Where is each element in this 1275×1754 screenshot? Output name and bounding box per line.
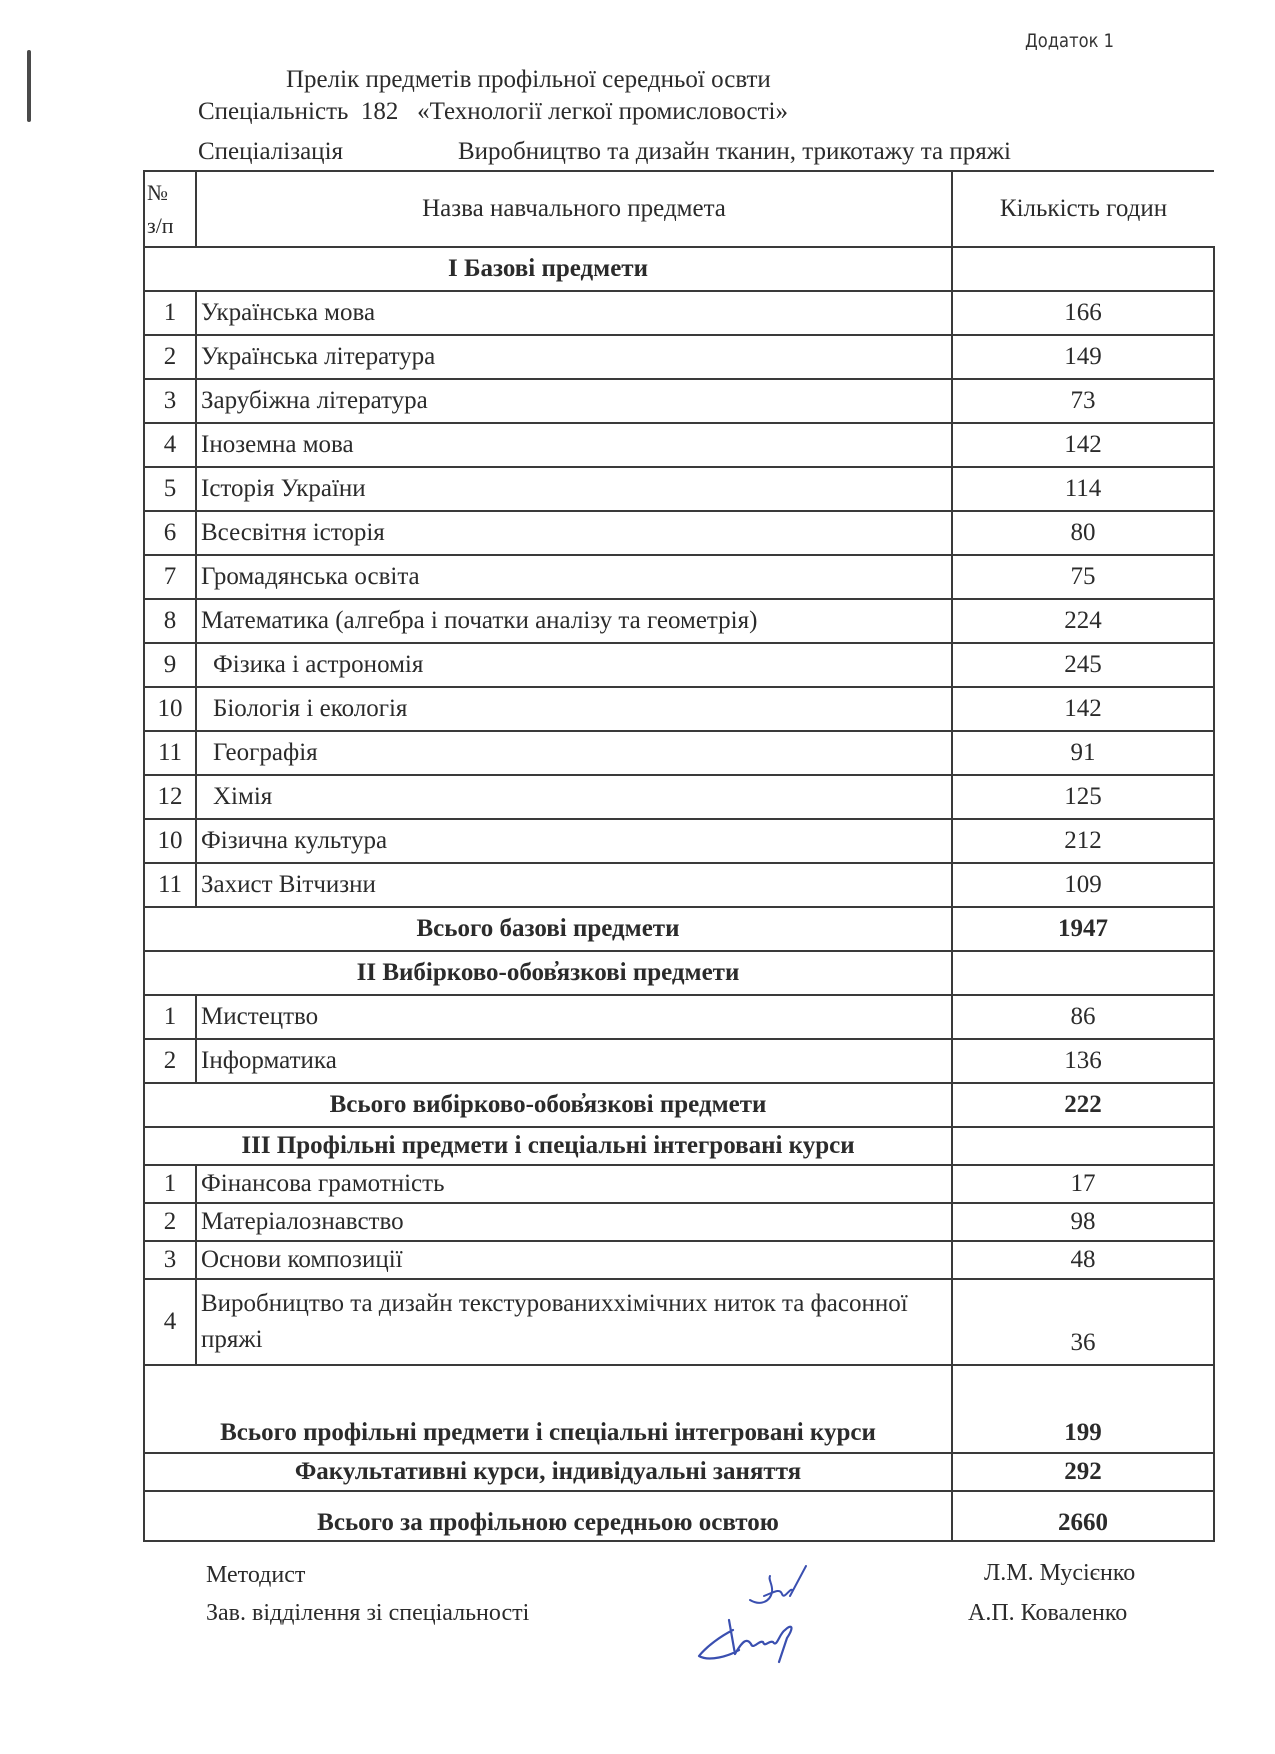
grand-total-label: Всього за профільною середньою освтою [144,1491,952,1541]
row-number: 9 [144,643,196,687]
table-row [144,467,1214,511]
signatory-role-head: Зав. відділення зі спеціальності [206,1600,530,1626]
subject-hours: 224 [952,599,1214,643]
row-number: 8 [144,599,196,643]
row-number: 2 [144,335,196,379]
subject-name: Фінансова грамотність [196,1165,952,1203]
subject-name: Всесвітня історія [196,511,952,555]
row-number: 1 [144,1165,196,1203]
table-row [144,335,1214,379]
subtotal-label: Всього вибірково-обов̓язкові предмети [144,1083,952,1127]
subject-hours: 36 [952,1279,1214,1365]
electives-row [144,1453,1214,1491]
subject-hours: 86 [952,995,1214,1039]
table-row [144,1279,1214,1365]
row-number: 2 [144,1203,196,1241]
subtotal-row-elective-mandatory [144,1083,1214,1127]
subject-name: Біологія і екологія [196,687,952,731]
row-number: 6 [144,511,196,555]
handwritten-signature-icon [740,1562,810,1612]
subject-name: Захист Вітчизни [196,863,952,907]
specialization-line [198,138,1011,166]
column-header-hours: Кількість годин [952,171,1214,247]
table-row [144,511,1214,555]
subject-name: Українська мова [196,291,952,335]
subject-hours: 80 [952,511,1214,555]
subtotal-hours: 199 [952,1365,1214,1453]
subject-name: Інформатика [196,1039,952,1083]
subject-hours: 75 [952,555,1214,599]
table-row [144,819,1214,863]
subject-hours: 98 [952,1203,1214,1241]
scan-margin-mark [27,50,31,122]
section-header-basic [144,247,1214,291]
subject-hours: 73 [952,379,1214,423]
subject-name: Українська література [196,335,952,379]
table-row [144,423,1214,467]
subtotal-label: Всього профільні предмети і спеціальні інтегровані курси [144,1365,952,1453]
electives-hours: 292 [952,1453,1214,1491]
specialization-label: Спеціалізація [198,138,344,165]
subject-hours: 109 [952,863,1214,907]
table-row [144,379,1214,423]
table-row [144,775,1214,819]
row-number: 5 [144,467,196,511]
row-number: 4 [144,423,196,467]
subtotal-row-basic [144,907,1214,951]
subject-hours: 114 [952,467,1214,511]
row-number: 4 [144,1279,196,1365]
subtotal-hours: 1947 [952,907,1214,951]
subject-hours: 142 [952,423,1214,467]
section-hours-empty [952,951,1214,995]
specialization-value: Виробництво та дизайн тканин, трикотажу та пряжі [458,138,1011,165]
subject-name: Фізика і астрономія [196,643,952,687]
row-number: 3 [144,379,196,423]
table-row [144,863,1214,907]
curriculum-table [143,170,1215,1542]
specialty-label: Спеціальність [198,98,349,125]
subject-hours: 212 [952,819,1214,863]
row-number: 11 [144,731,196,775]
section-title: ІІ Вибірково-обов̓язкові предмети [144,951,952,995]
table-row [144,599,1214,643]
subject-name: Фізична культура [196,819,952,863]
subtotal-label: Всього базові предмети [144,907,952,951]
row-number: 12 [144,775,196,819]
subject-hours: 48 [952,1241,1214,1279]
row-number: 1 [144,995,196,1039]
section-hours-empty [952,1127,1214,1165]
column-header-number: № з/п [144,171,196,247]
table-row [144,1039,1214,1083]
subject-name: Мистецтво [196,995,952,1039]
specialty-name: «Технології легкої промисловості» [417,98,788,125]
subtotal-row-profile [144,1365,1214,1453]
table-row [144,731,1214,775]
table-row [144,995,1214,1039]
handwritten-signature-icon [695,1610,805,1670]
grand-total-hours: 2660 [952,1491,1214,1541]
subject-hours: 166 [952,291,1214,335]
specialty-code: 182 [360,98,399,125]
subject-name: Іноземна мова [196,423,952,467]
signatory-name-methodist: Л.М. Мусієнко [984,1560,1136,1586]
subject-name: Основи композиції [196,1241,952,1279]
row-number: 1 [144,291,196,335]
subject-hours: 245 [952,643,1214,687]
subject-name: Географія [196,731,952,775]
row-number: 2 [144,1039,196,1083]
table-row [144,1203,1214,1241]
subject-name: Історія України [196,467,952,511]
electives-label: Факультативні курси, індивідуальні заняття [144,1453,952,1491]
subject-name: Матеріалознавство [196,1203,952,1241]
subject-name: Виробництво та дизайн текстурованиххімічних ниток та фасонної пряжі [196,1279,952,1365]
subject-hours: 142 [952,687,1214,731]
signatory-name-head: А.П. Коваленко [968,1600,1128,1626]
subject-name: Хімія [196,775,952,819]
row-number: 10 [144,819,196,863]
table-row [144,643,1214,687]
appendix-label: Додаток 1 [1025,30,1115,52]
row-number: 10 [144,687,196,731]
subject-hours: 136 [952,1039,1214,1083]
row-number: 3 [144,1241,196,1279]
subject-hours: 91 [952,731,1214,775]
subtotal-hours: 222 [952,1083,1214,1127]
subject-hours: 17 [952,1165,1214,1203]
row-number: 11 [144,863,196,907]
row-number: 7 [144,555,196,599]
column-header-subject: Назва навчального предмета [196,171,952,247]
signatory-role-methodist: Методист [206,1562,306,1588]
section-hours-empty [952,247,1214,291]
subject-hours: 125 [952,775,1214,819]
document-title: Прелік предметів профільної середньої освти [286,66,771,93]
section-header-elective-mandatory [144,951,1214,995]
table-row [144,291,1214,335]
grand-total-row [144,1491,1214,1541]
subject-name: Зарубіжна література [196,379,952,423]
subject-name: Громадянська освіта [196,555,952,599]
specialty-line [198,98,788,126]
section-title: І Базові предмети [144,247,952,291]
section-title: ІІІ Профільні предмети і спеціальні інтегровані курси [144,1127,952,1165]
table-header-row [144,171,1214,247]
table-row [144,1165,1214,1203]
table-row [144,687,1214,731]
section-header-profile [144,1127,1214,1165]
table-row [144,1241,1214,1279]
subject-name: Математика (алгебра і початки аналізу та геометрія) [196,599,952,643]
subject-hours: 149 [952,335,1214,379]
table-row [144,555,1214,599]
